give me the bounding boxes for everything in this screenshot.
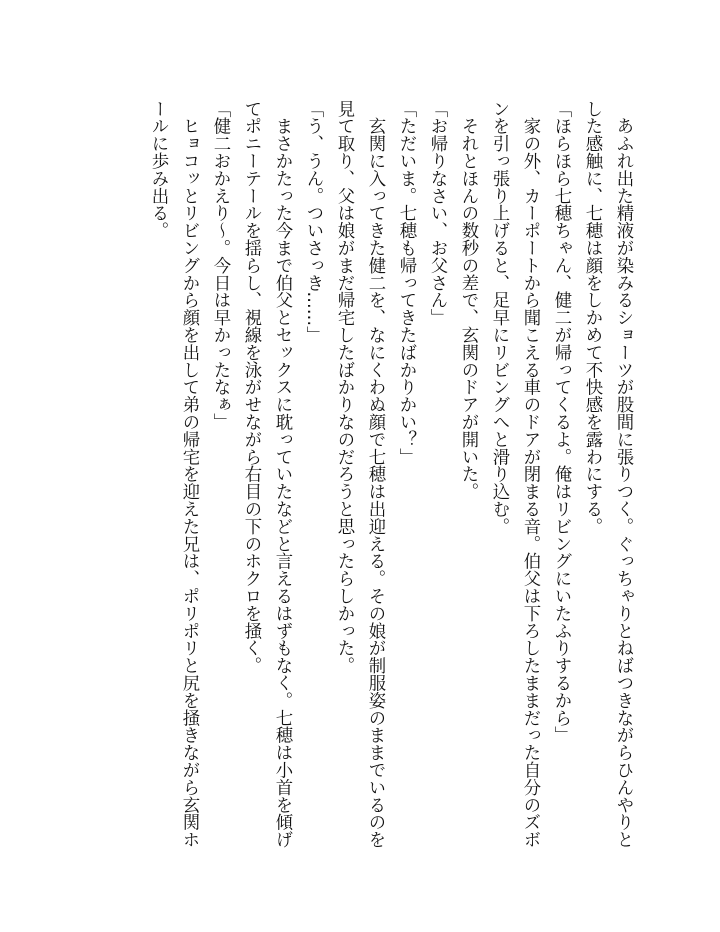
text-line: 「ほらほら七穂ちゃん、健二が帰ってくるよ。俺はリビングにいたふりするから」 — [551, 100, 571, 744]
text-line: 玄関に入ってきた健二を、なにくわぬ顔で七穂は出迎える。その娘が制服姿のままでいるのを — [365, 100, 385, 849]
text-line: てポニーテールを揺らし、視線を泳がせながら右目の下のホクロを掻く。 — [241, 100, 261, 675]
text-line: 見て取り、父は娘がまだ帰宅したばかりなのだろうと思ったらしかった。 — [334, 100, 354, 675]
text-line: 「う、うん。ついさっき……」 — [303, 100, 323, 344]
text-line: ンを引っ張り上げると、足早にリビングへと滑り込む。 — [489, 100, 509, 535]
text-line: ヒョコッとリビングから顔を出して弟の帰宅を迎えた兄は、ポリポリと尻を掻きながら玄関ホ — [179, 100, 199, 849]
text-line: ールに歩み出る。 — [148, 100, 168, 240]
text-line: 「ただいま。七穂も帰ってきたばかりかい？」 — [396, 100, 416, 466]
text-line: 「健二おかえり〜。今日は早かったなぁ」 — [210, 100, 230, 431]
text-line: した感触に、七穂は顔をしかめて不快感を露わにする。 — [582, 100, 602, 535]
text-line: まさかたった今まで伯父とセックスに耽っていたなどと言えるはずもなく。七穂は小首を傾げ — [272, 100, 292, 849]
text-line: あふれ出た精液が染みるショーツが股間に張りつく。ぐっちゃりとねばつきながらひんやりと — [613, 100, 633, 849]
text-line: 家の外、カーポートから聞こえる車のドアが閉まる音。伯父は下ろしたままだった自分のズボ — [520, 100, 540, 849]
text-line: 「お帰りなさい、お父さん」 — [427, 100, 447, 327]
novel-text-column-block — [142, 100, 638, 860]
text-line: それとほんの数秒の差で、玄関のドアが開いた。 — [458, 100, 478, 501]
